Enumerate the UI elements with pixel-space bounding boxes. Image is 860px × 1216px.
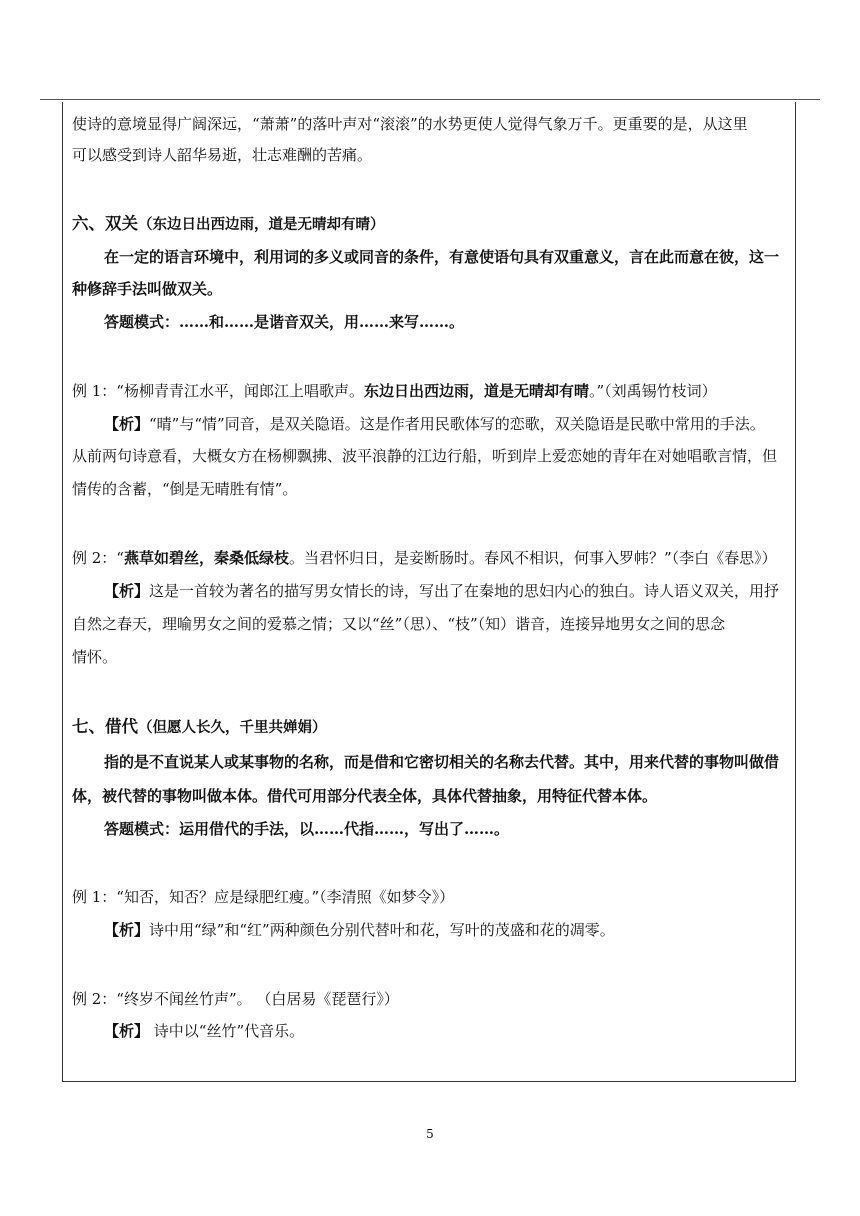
example-line: 例 2：“终岁不闻丝竹声”。 （白居易《琵琶行》） [72,990,399,1008]
analysis-line: 情传的含蓄，“倒是无晴胜有情”。 [72,480,298,498]
paragraph-line: 可以感受到诗人韶华易逝，壮志难酬的苦痛。 [72,146,373,164]
definition-line: 在一定的语言环境中，利用词的多义或同音的条件，有意使语句具有双重意义，言在此而意在彼，这一 [104,248,780,266]
definition-line: 种修辞手法叫做双关。 [72,280,223,298]
section-title: 七、借代 [72,717,138,736]
analysis-line: 【析】“晴”与“情”同音，是双关隐语。这是作者用民歌体写的恋歌，双关隐语是民歌中常用的手法。 [104,415,765,433]
analysis-tag: 【析】 [104,582,150,600]
section-heading-metonymy [72,717,327,738]
analysis-tag: 【析】 [104,1022,150,1040]
example-line: 例 1：“杨柳青青江水平，闻郎江上唱歌声。东边日出西边雨，道是无晴却有晴。”（刘禹锡竹枝词） [72,382,717,400]
analysis-line: 【析】这是一首较为著名的描写男女情长的诗，写出了在秦地的思妇内心的独白。诗人语义双关，用抒 [104,582,780,600]
section-title-note: （但愿人长久，千里共婵娟） [138,719,327,736]
analysis-tag: 【析】 [104,415,150,433]
answer-mode: 答题模式：运用借代的手法，以……代指……，写出了……。 [104,820,510,838]
example-line: 例 2：“燕草如碧丝，秦桑低绿枝。当君怀归日，是妾断肠时。春风不相识，何事入罗帏？”（李白《春思》） [72,549,777,567]
definition-line: 体，被代替的事物叫做本体。借代可用部分代表全体，具体代替抽象，用特征代替本体。 [72,787,658,805]
answer-mode: 答题模式：……和……是谐音双关，用……来写……。 [104,313,465,331]
section-heading-pun [72,214,385,235]
example-line: 例 1：“知否，知否？应是绿肥红瘦。”（李清照《如梦令》） [72,888,455,906]
page-number: 5 [426,1127,434,1141]
definition-line: 指的是不直说某人或某事物的名称，而是借和它密切相关的名称去代替。其中，用来代替的事物叫做借 [104,753,780,771]
analysis-line: 【析】 诗中以“丝竹”代音乐。 [104,1022,305,1040]
header-rule [40,99,820,100]
paragraph-line: 使诗的意境显得广阔深远，“萧萧”的落叶声对“滚滚”的水势更使人觉得气象万千。更重要的是，从这里 [72,115,748,133]
analysis-line: 【析】诗中用“绿”和“红”两种颜色分别代替叶和花，写叶的茂盛和花的凋零。 [104,921,615,939]
analysis-line: 情怀。 [72,648,118,666]
analysis-line: 从前两句诗意看，大概女方在杨柳飘拂、波平浪静的江边行船，听到岸上爱恋她的青年在对她唱歌言情，但 [72,447,778,465]
analysis-line: 自然之春天，理喻男女之间的爱慕之情；又以“丝”（思）、“枝”（知）谐音，连接异地男女之间的思念 [72,615,726,633]
section-title-note: （东边日出西边雨，道是无晴却有晴） [138,216,385,233]
section-title: 六、双关 [72,214,138,233]
analysis-tag: 【析】 [104,921,150,939]
